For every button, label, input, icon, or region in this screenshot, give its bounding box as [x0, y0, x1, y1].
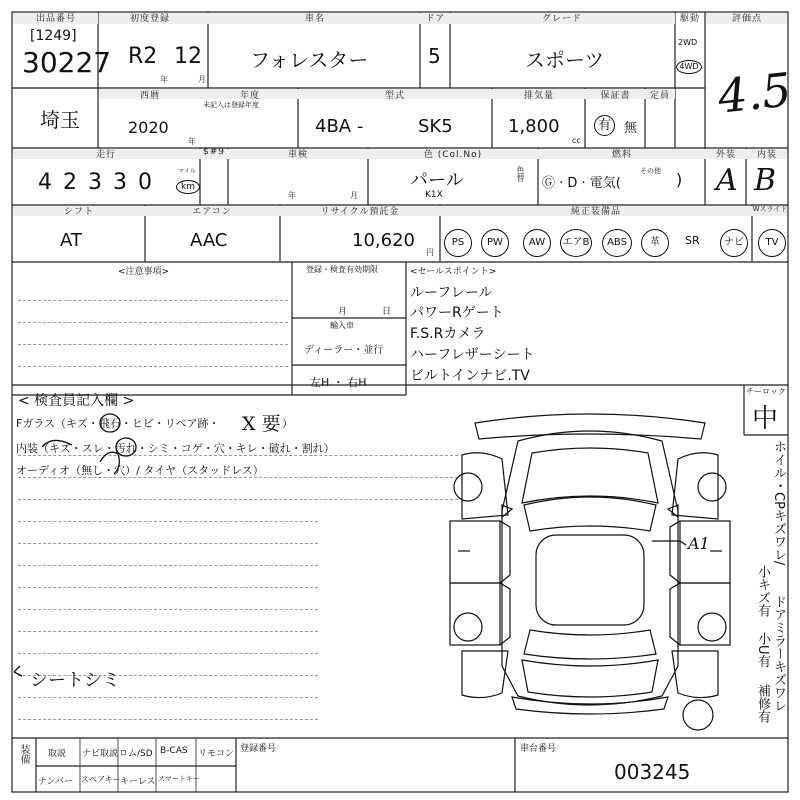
lot-bracket-number: [1249]	[30, 28, 77, 44]
inspection-year: 年	[288, 191, 296, 200]
ac: AAC	[190, 230, 228, 251]
import-header: 輸入車	[330, 321, 354, 330]
date-header: 年度	[239, 91, 260, 101]
inspection-due-header: 登録・検査有効期限	[306, 265, 378, 274]
equip-pw-circled: PW	[481, 229, 509, 257]
drive-4wd-circled: 4WD	[676, 60, 702, 74]
capacity-header: 定員	[649, 91, 670, 101]
displacement-header: 排気量	[523, 91, 554, 101]
drive-header: 駆動	[679, 14, 700, 24]
footer-spare-key: スペアキー	[81, 775, 121, 784]
footer-number-plate: ナンバー	[38, 777, 73, 787]
diagram-annotation: A1	[688, 534, 710, 553]
equipment-header: 純正装備品	[570, 207, 621, 217]
color-code: K1X	[425, 190, 443, 200]
mile-unit: マイル	[178, 168, 196, 175]
footer-bcas: B-CAS	[160, 746, 188, 756]
reg-era: R2	[128, 44, 158, 69]
reg-month-label: 月	[198, 75, 206, 84]
model-year-header: 西暦	[139, 91, 160, 101]
shift-header: シフト	[63, 207, 94, 217]
sales-point: ルーフレール	[410, 285, 493, 301]
displacement: 1,800	[508, 116, 560, 137]
footer-navi-manual: ナビ取説	[82, 749, 119, 759]
reg-year-label: 年	[160, 75, 168, 84]
sales-point: F.S.Rカメラ	[410, 326, 486, 342]
footer-side-label: 装備	[18, 744, 29, 764]
color: パール	[410, 170, 464, 191]
sales-point: ハーフレザーシート	[410, 347, 535, 363]
date-note: 未記入は登録年度	[203, 101, 259, 109]
equip-leather-circled: 革	[641, 229, 669, 257]
due-day: 日	[382, 307, 392, 317]
car-name: フォレスター	[250, 48, 369, 72]
model-year: 2020	[128, 118, 169, 137]
interior-header: 内装	[756, 150, 777, 160]
equip-abs-circled: ABS	[602, 229, 632, 257]
warranty-header: 保証書	[600, 91, 631, 101]
mileage-header: 走行	[95, 150, 116, 160]
color-header: 色 (Col.No)	[423, 150, 483, 160]
side-note-small-u: 小U有	[755, 632, 770, 668]
inspector-line-interior: 内装（キズ・スレ・汚れ・シミ・コゲ・穴・キレ・破れ・割れ）	[16, 442, 335, 455]
footer-rom-sd: ロム/SD	[119, 749, 153, 759]
lot-header: 出品番号	[35, 14, 76, 24]
inspector-line-glass: Fガラス（キズ・飛石・ヒビ・リペア跡・	[16, 417, 220, 430]
footer-keyless: キーレス	[120, 777, 156, 787]
side-note-repair: 補修有	[755, 684, 770, 723]
recycle-header: リサイクル預託金	[320, 207, 400, 217]
km-unit-circled: km	[176, 180, 200, 194]
warranty-yes-circled: 有	[594, 115, 615, 136]
score-header: 評価点	[731, 14, 762, 24]
score-value: 4.5	[715, 62, 794, 124]
chassis-number: 003245	[614, 760, 691, 784]
equip-ps-circled: PS	[444, 229, 472, 257]
repaint-label: 色替	[516, 166, 525, 182]
equip-navi-circled: ナビ	[720, 229, 748, 257]
inspector-line-audio: オーディオ（無し・穴）/ タイヤ（スタッドレス）	[16, 464, 264, 477]
due-month: 月	[338, 307, 348, 317]
fuel-options: Ⓖ · D · 電気(	[542, 176, 621, 191]
lot-number: 30227	[22, 46, 112, 79]
fuel-other: その他	[640, 167, 661, 175]
side-note-small-scratch: 小キズ有	[755, 565, 770, 617]
interior-grade: B	[754, 163, 777, 198]
handle-side: 左H ・ 右H	[310, 376, 367, 389]
chiroku-header: チーロック	[746, 387, 786, 396]
footer-smart-key: スマートキー	[158, 775, 200, 783]
inspector-line-glass-end: ）	[282, 417, 293, 430]
warranty-no: 無	[624, 121, 638, 136]
registration-number-header: 登録番号	[240, 744, 277, 754]
dealer-parallel: ディーラー・並行	[304, 345, 384, 356]
ac-header: エアコン	[192, 207, 232, 217]
grade-header: グレード	[541, 14, 582, 24]
fuel-close: )	[676, 170, 683, 189]
car-damage-diagram	[440, 405, 740, 735]
footer-manual: 取説	[48, 749, 67, 759]
fuel-header: 燃料	[611, 150, 632, 160]
grade-value: スポーツ	[525, 48, 605, 72]
shift: AT	[60, 230, 82, 251]
glass-handwritten: X 要	[242, 413, 281, 435]
type-header: 型式	[384, 91, 405, 101]
displacement-unit: cc	[572, 136, 581, 145]
side-note-door-mirror: ドアミラーキズワレ	[771, 595, 786, 712]
equip-tv-circled: TV	[758, 229, 786, 257]
sales-point: パワーRゲート	[410, 305, 504, 321]
exterior-header: 外装	[715, 150, 736, 160]
model-year-unit: 年	[188, 137, 196, 146]
chassis-code: SK5	[418, 116, 453, 137]
sales-point: ビルトインナビ.TV	[410, 368, 530, 384]
tax-header: $#9	[203, 147, 225, 157]
seat-stain-note: シートシミ	[30, 670, 120, 691]
caution-header: <注意事項>	[118, 267, 170, 277]
doors-header: ドア	[425, 14, 446, 24]
recycle-unit: 円	[426, 248, 434, 257]
doors-value: 5	[428, 44, 441, 68]
recycle-fee: 10,620	[352, 230, 415, 251]
mileage: 4 2 3 3 0	[38, 170, 154, 195]
side-note-wheel: ホイル・CPキズワレ/	[771, 440, 786, 566]
exterior-grade: A	[716, 163, 738, 198]
inspection-month: 月	[350, 191, 358, 200]
inspection-header: 車検	[287, 150, 308, 160]
footer-remote: リモコン	[198, 749, 235, 759]
equip-airbag-circled: エアB	[560, 229, 592, 257]
prefecture: 埼玉	[40, 108, 80, 132]
reg-header: 初度登録	[129, 14, 170, 24]
chiroku-mark: 中	[752, 404, 779, 434]
inspector-title: < 検査員記入欄 >	[18, 393, 135, 409]
drive-2wd: 2WD	[678, 38, 698, 47]
type-code: 4BA -	[315, 116, 370, 137]
equip-aw-circled: AW	[523, 229, 551, 257]
chassis-number-header: 車台番号	[520, 744, 557, 754]
equip-sunroof: SR	[685, 234, 700, 247]
car-name-header: 車名	[304, 14, 325, 24]
reg-month: 12	[174, 44, 202, 69]
sliding-door-header: Wスライド	[752, 205, 788, 213]
sales-points-header: <セールスポイント>	[410, 267, 497, 277]
